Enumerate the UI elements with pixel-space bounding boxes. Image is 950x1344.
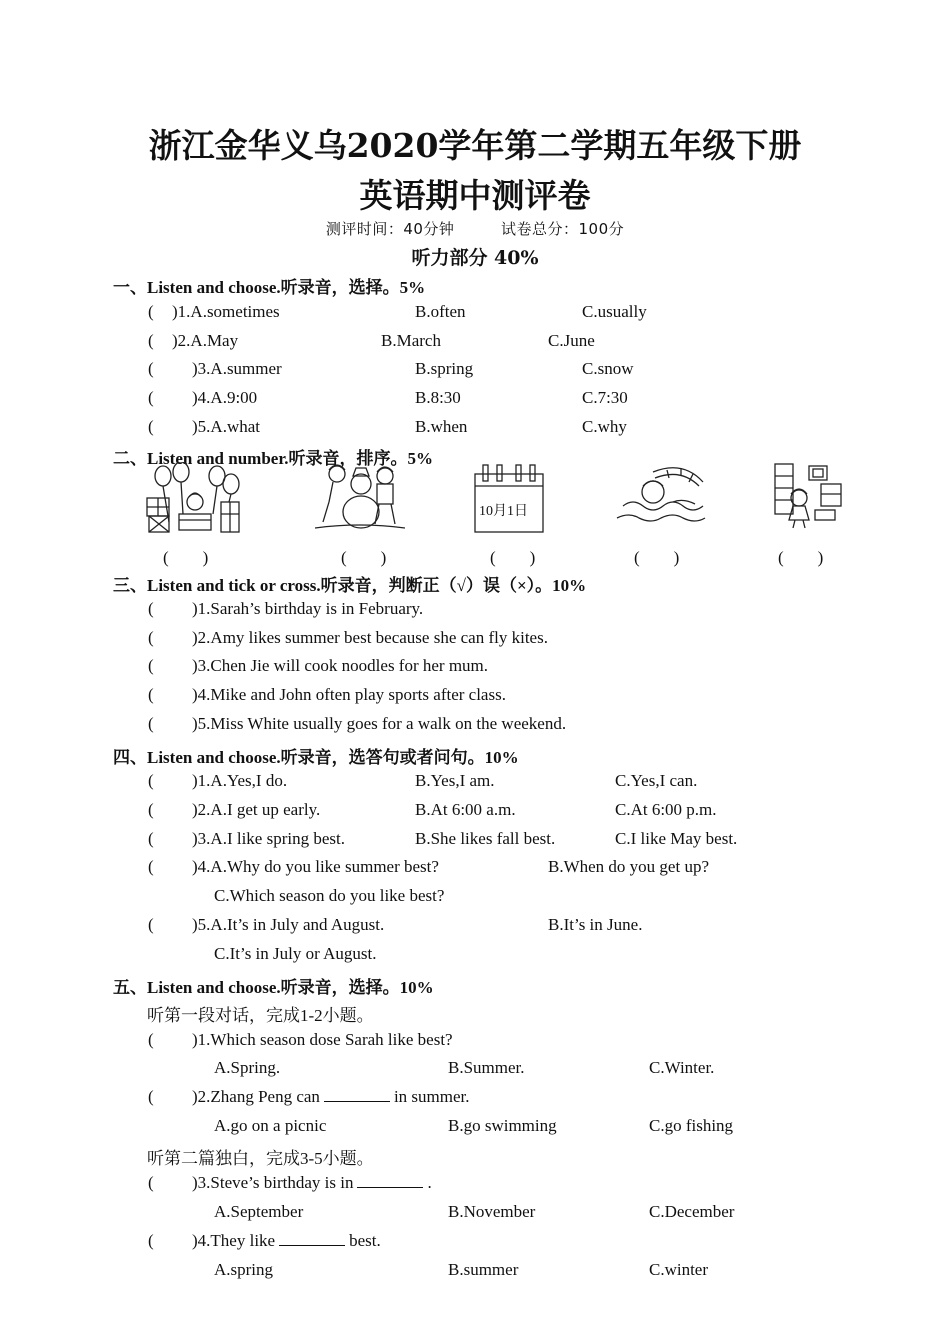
option-b: B.Summer.: [448, 1058, 525, 1077]
section1-heading: 一、Listen and choose.听录音，选择。5%: [113, 278, 426, 297]
option-b: B.She likes fall best.: [415, 829, 556, 848]
option-c: C.usually: [582, 302, 647, 321]
answer-paren: (: [148, 388, 154, 407]
question-suffix: best.: [349, 1231, 381, 1250]
option-b: B.March: [381, 331, 441, 350]
question-text: )4.A.Why do you like summer best?: [192, 857, 439, 876]
question-text: )1.A.sometimes: [172, 302, 280, 321]
question-text: )5.A.what: [192, 417, 260, 436]
question-prefix: )3.Steve’s birthday is in: [192, 1173, 354, 1192]
section3-heading: 三、Listen and tick or cross.听录音，判断正（√）误（×）。10%: [113, 576, 587, 595]
option-c: C.Yes,I can.: [615, 771, 698, 790]
option-b: B.When do you get up?: [548, 857, 709, 876]
option-c: C.winter: [649, 1260, 709, 1279]
fill-blank[interactable]: [324, 1087, 390, 1102]
option-a: A.Spring.: [214, 1058, 281, 1077]
question-text: )2.A.May: [172, 331, 239, 350]
section4-heading: 四、Listen and choose.听录音，选答句或者问句。10%: [113, 748, 519, 767]
listening-part-label: 听力部分 40%: [411, 247, 539, 269]
option-c: C.Winter.: [649, 1058, 715, 1077]
question-text: )3.A.summer: [192, 359, 282, 378]
exam-title-line1: 浙江金华义乌2020学年第二学期五年级下册: [148, 126, 802, 165]
option-b: B.November: [448, 1202, 536, 1221]
answer-paren: (: [148, 685, 154, 704]
option-a: A.September: [214, 1202, 304, 1221]
option-b: B.go swimming: [448, 1116, 557, 1135]
answer-paren: (: [148, 1173, 154, 1192]
statement-text: )2.Amy likes summer best because she can fly kites.: [192, 628, 548, 647]
question-suffix: .: [427, 1173, 432, 1192]
option-b: B.Yes,I am.: [415, 771, 495, 790]
option-c: C.December: [649, 1202, 735, 1221]
question-prefix: )4.They like: [192, 1231, 276, 1250]
answer-paren: (: [148, 771, 154, 790]
snowman-picture: [315, 462, 405, 532]
fill-blank[interactable]: [279, 1231, 345, 1246]
option-c: C.I like May best.: [615, 829, 738, 848]
calendar-date-text: 10月1日: [479, 504, 528, 519]
option-a: A.go on a picnic: [214, 1116, 327, 1135]
fill-blank[interactable]: [357, 1173, 423, 1188]
section2-heading: 二、Listen and number.听录音，排序。5%: [113, 449, 434, 468]
number-blank-4[interactable]: ( ): [634, 548, 680, 567]
option-c: C.At 6:00 p.m.: [615, 800, 717, 819]
option-b: B.often: [415, 302, 466, 321]
option-c: C.It’s in July or August.: [214, 944, 377, 963]
statement-text: )3.Chen Jie will cook noodles for her mum.: [192, 656, 489, 675]
option-c: C.Which season do you like best?: [214, 886, 445, 905]
question-text: )5.A.It’s in July and August.: [192, 915, 385, 934]
option-b: B.when: [415, 417, 468, 436]
option-b: B.It’s in June.: [548, 915, 643, 934]
question-text: [192, 1173, 432, 1193]
answer-paren: (: [148, 628, 154, 647]
room-picture: [771, 462, 843, 532]
option-b: B.spring: [415, 359, 474, 378]
calendar-picture: [473, 462, 545, 534]
question-text: [192, 1231, 381, 1251]
answer-paren: (: [148, 1231, 154, 1250]
option-b: B.summer: [448, 1260, 519, 1279]
answer-paren: (: [148, 915, 154, 934]
number-blank-3[interactable]: ( ): [490, 548, 536, 567]
number-blank-2[interactable]: ( ): [341, 548, 387, 567]
answer-paren: (: [148, 302, 154, 321]
answer-paren: (: [148, 714, 154, 733]
answer-paren: (: [148, 829, 154, 848]
answer-paren: (: [148, 331, 154, 350]
question-text: )2.A.I get up early.: [192, 800, 321, 819]
answer-paren: (: [148, 359, 154, 378]
question-suffix: in summer.: [393, 1087, 470, 1106]
option-b: B.At 6:00 a.m.: [415, 800, 516, 819]
statement-text: )4.Mike and John often play sports after class.: [192, 685, 506, 704]
section5-intro-monologue: 听第二篇独白，完成3-5小题。: [147, 1149, 374, 1168]
exam-total-score: 试卷总分：100分: [501, 220, 625, 238]
answer-paren: (: [148, 800, 154, 819]
question-text: [192, 1087, 470, 1107]
option-c: C.go fishing: [649, 1116, 734, 1135]
answer-paren: (: [148, 857, 154, 876]
answer-paren: (: [148, 656, 154, 675]
number-blank-1[interactable]: ( ): [163, 548, 209, 567]
question-text: )4.A.9:00: [192, 388, 258, 407]
option-c: C.why: [582, 417, 627, 436]
birthday-party-picture: [143, 462, 243, 536]
option-b: B.8:30: [415, 388, 461, 407]
question-text: )1.Which season dose Sarah like best?: [192, 1030, 453, 1049]
exam-subtitle: [0, 218, 950, 239]
answer-paren: (: [148, 1030, 154, 1049]
exam-time: 测评时间：40分钟: [325, 220, 455, 238]
section5-heading: 五、Listen and choose.听录音，选择。10%: [113, 978, 434, 997]
question-text: )1.A.Yes,I do.: [192, 771, 288, 790]
question-text: )3.A.I like spring best.: [192, 829, 345, 848]
exam-title-line2: 英语期中测评卷: [359, 176, 591, 215]
option-a: A.spring: [214, 1260, 274, 1279]
question-prefix: )2.Zhang Peng can: [192, 1087, 320, 1106]
option-c: C.snow: [582, 359, 634, 378]
answer-paren: (: [148, 1087, 154, 1106]
option-c: C.June: [548, 331, 595, 350]
statement-text: )1.Sarah’s birthday is in February.: [192, 599, 424, 618]
section5-intro-dialogue: 听第一段对话，完成1-2小题。: [147, 1006, 374, 1025]
number-blank-5[interactable]: ( ): [778, 548, 824, 567]
answer-paren: (: [148, 417, 154, 436]
statement-text: )5.Miss White usually goes for a walk on the weekend.: [192, 714, 567, 733]
swimming-picture: [613, 462, 708, 534]
answer-paren: (: [148, 599, 154, 618]
option-c: C.7:30: [582, 388, 628, 407]
